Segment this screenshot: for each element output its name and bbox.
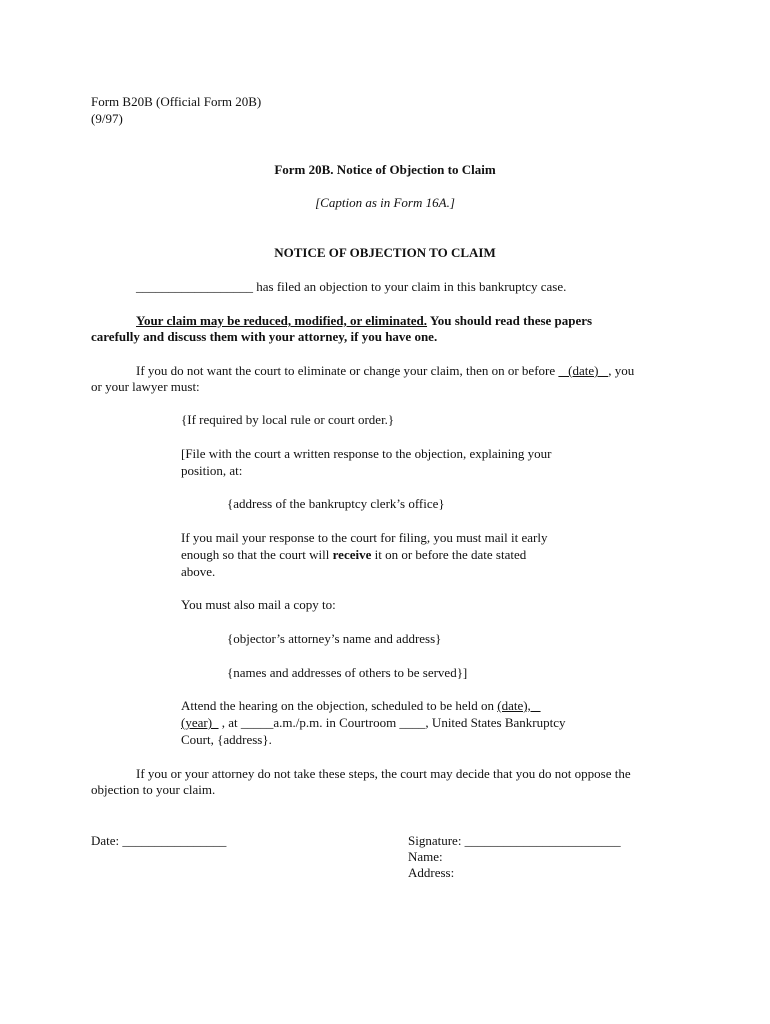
hearing-text: Attend the hearing on the objection, scheduled to be held on (181, 698, 498, 713)
name-label: Name: (408, 849, 443, 864)
warning-line-1 (136, 312, 592, 329)
file-response-line-1: [File with the court a written response to the objection, explaining your (181, 446, 552, 461)
form-id: Form B20B (Official Form 20B) (91, 94, 262, 109)
claimant-blank: __________________ (136, 279, 253, 294)
receive-emphasis: receive (332, 547, 372, 562)
form-date: (9/97) (91, 111, 123, 126)
hearing-year-field: (year) (181, 715, 219, 730)
hearing-line-2 (181, 714, 566, 731)
warning-line-2: carefully and discuss them with your attorney, if you have one. (91, 329, 438, 344)
mail-notice-line-3: above. (181, 564, 216, 579)
local-rule-note: {If required by local rule or court order.} (181, 412, 395, 427)
hearing-time-courtroom: , at _____a.m./p.m. in Courtroom ____, United States Bankruptcy (218, 715, 566, 730)
instructions-after: , you (608, 363, 635, 378)
mail-notice-text: enough so that the court will (181, 547, 333, 562)
objector-attorney: {objector’s attorney’s name and address} (227, 631, 442, 646)
consequence-line-1: If you or your attorney do not take these steps, the court may decide that you do not oppose the (136, 766, 631, 781)
others-served: {names and addresses of others to be served}] (227, 665, 468, 680)
hearing-date-field: (date), (497, 698, 541, 713)
file-response-line-2: position, at: (181, 463, 243, 478)
clerk-address: {address of the bankruptcy clerk’s office} (227, 496, 445, 511)
mail-notice-line-2 (181, 546, 526, 563)
mail-notice-line-1: If you mail your response to the court for filing, you must mail it early (181, 530, 548, 545)
response-date-field: (date) (558, 363, 609, 378)
address-label: Address: (408, 865, 455, 880)
warning-rest: You should read these papers (427, 313, 593, 328)
consequence-line-2: objection to your claim. (91, 782, 216, 797)
instructions-text: If you do not want the court to eliminate or change your claim, then on or before (136, 363, 559, 378)
intro-paragraph (136, 278, 566, 295)
instructions-line-2: or your lawyer must: (91, 379, 200, 394)
caption-note: [Caption as in Form 16A.] (315, 195, 455, 210)
hearing-line-3: Court, {address}. (181, 732, 272, 747)
hearing-line-1 (181, 697, 541, 714)
notice-heading: NOTICE OF OBJECTION TO CLAIM (274, 245, 496, 260)
instructions-line-1 (136, 362, 634, 379)
form-title: Form 20B. Notice of Objection to Claim (274, 162, 496, 177)
signature-line: Signature: ________________________ (408, 833, 621, 848)
copy-to-label: You must also mail a copy to: (181, 597, 336, 612)
intro-text: has filed an objection to your claim in this bankruptcy case. (253, 279, 567, 294)
mail-notice-after: it on or before the date stated (371, 547, 527, 562)
warning-underlined: Your claim may be reduced, modified, or eliminated. (136, 313, 428, 328)
date-signature-line: Date: ________________ (91, 833, 227, 848)
